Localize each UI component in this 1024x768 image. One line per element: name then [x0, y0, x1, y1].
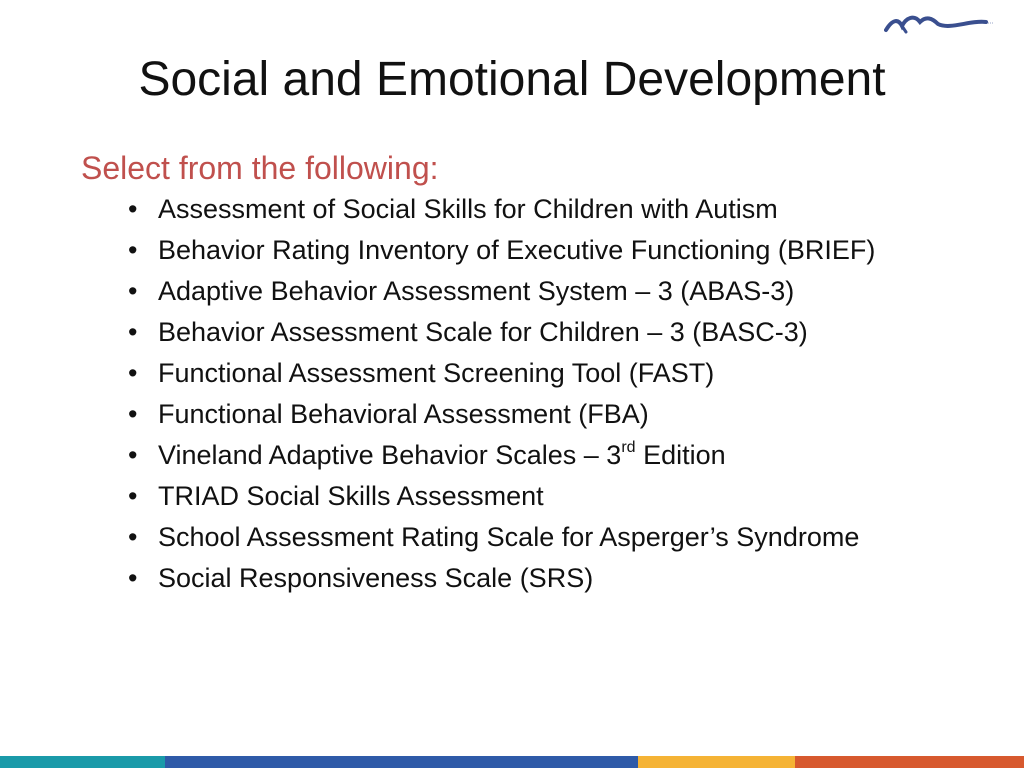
bullet-icon: [128, 480, 137, 513]
bar-segment-blue: [165, 756, 638, 768]
bottom-color-bar: [0, 756, 1024, 768]
list-item-text: Vineland Adaptive Behavior Scales – 3: [158, 440, 622, 470]
list-item-text: Assessment of Social Skills for Children with Autism: [158, 194, 778, 224]
list-item-text: Adaptive Behavior Assessment System – 3 (ABAS-3): [158, 276, 795, 306]
list-item: [128, 521, 948, 554]
list-item-text: TRIAD Social Skills Assessment: [158, 481, 544, 511]
list-item-text: Social Responsiveness Scale (SRS): [158, 563, 594, 593]
intro-text: Select from the following:: [81, 150, 439, 186]
bullet-icon: [128, 234, 137, 267]
bullet-icon: [128, 398, 137, 431]
list-item: [128, 562, 948, 595]
list-item: [128, 480, 948, 513]
list-item-text: Functional Assessment Screening Tool (FAST): [158, 358, 715, 388]
assessment-list: [128, 193, 948, 603]
list-item: [128, 234, 948, 267]
bullet-icon: [128, 439, 137, 472]
bullet-icon: [128, 562, 137, 595]
bar-segment-red: [795, 756, 1024, 768]
superscript-ordinal: rd: [621, 439, 636, 456]
bullet-icon: [128, 357, 137, 390]
list-item: [128, 439, 948, 472]
list-item: [128, 316, 948, 349]
bullet-icon: [128, 275, 137, 308]
list-item: [128, 398, 948, 431]
bullet-icon: [128, 521, 137, 554]
list-item: [128, 193, 948, 226]
list-item: [128, 275, 948, 308]
list-item-text: School Assessment Rating Scale for Asperger’s Syndrome: [158, 522, 860, 552]
slide-title: Social and Emotional Development: [138, 53, 886, 106]
bar-segment-teal: [0, 756, 165, 768]
list-item-text: Functional Behavioral Assessment (FBA): [158, 399, 649, 429]
list-item-text: Behavior Assessment Scale for Children – 3 (BASC-3): [158, 317, 808, 347]
logo-icon: [884, 10, 996, 36]
list-item: [128, 357, 948, 390]
bullet-icon: [128, 193, 137, 226]
bullet-icon: [128, 316, 137, 349]
list-item-text-suffix: Edition: [635, 440, 726, 470]
bar-segment-yellow: [638, 756, 795, 768]
list-item-text: Behavior Rating Inventory of Executive Functioning (BRIEF): [158, 235, 876, 265]
